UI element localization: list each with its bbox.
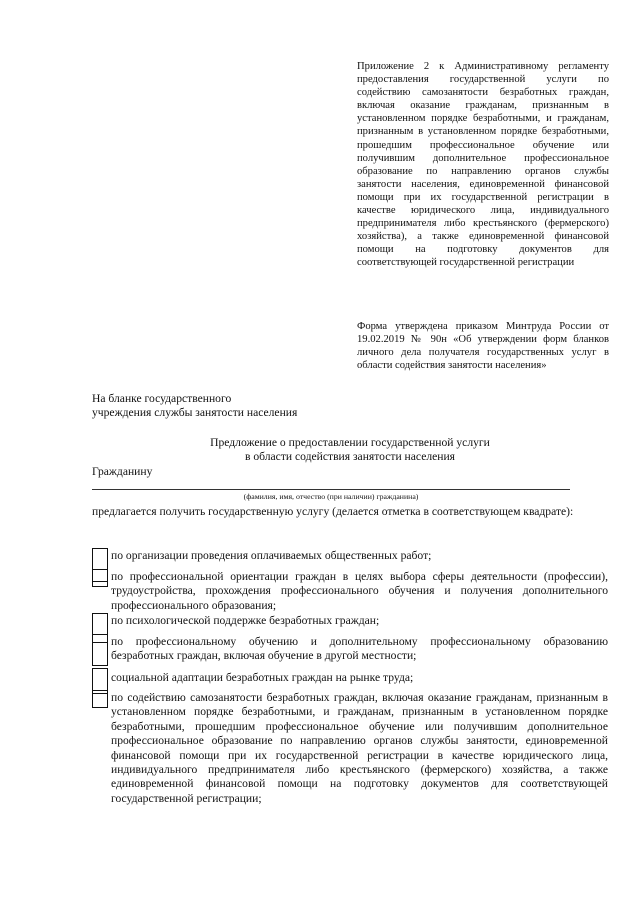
option-text: социальной адаптации безработных граждан на рынке труда;	[111, 671, 414, 684]
checkbox-career-guidance[interactable]	[92, 569, 108, 587]
option-text: по психологической поддержке безработных граждан;	[111, 614, 380, 627]
option-psychological-support	[92, 614, 608, 628]
form-approval-note: Форма утверждена приказом Минтруда России от 19.02.2019 № 90н «Об утверждении форм бланков личного дела получателя государственных услуг в области содействия занятости населения»	[357, 321, 609, 372]
document-title-line-2: в области содействия занятости населения	[244, 450, 456, 463]
addressee-label: Гражданину	[92, 465, 153, 478]
letterhead	[92, 392, 297, 420]
option-professional-training	[92, 635, 608, 664]
intro-text: предлагается получить государственную услугу (делается отметка в соответствующем квадрате):	[92, 505, 574, 518]
document-title-line-1: Предложение о предоставлении государственной услуги	[210, 436, 490, 449]
document-title	[92, 436, 608, 464]
option-text: по профессиональному обучению и дополнительному профессиональному образованию безработных граждан, включая обучение в другой местности;	[111, 635, 608, 663]
checkbox-professional-training[interactable]	[92, 634, 108, 666]
option-text: по профессиональной ориентации граждан в целях выбора сферы деятельности (профессии), трудоустройства, прохождения профессионального обучения и получения дополнительного профессионального образования;	[111, 570, 608, 612]
option-text: по содействию самозанятости безработных граждан, включая оказание гражданам, признанным в установленном порядке безработными, и гражданам, признанным в установленном порядке безработными, прошедшим профессиональное обучение или получившим дополнительное профессиональное образование по направлению органов службы занятости, единовременной финансовой помощи при их государственной регистрации в качестве юридического лица, индивидуального предпринимателя либо крестьянского (фермерского) хозяйства, а также единовременной финансовой помощи на подготовку документов для соответствующей государственной регистрации;	[111, 691, 608, 805]
option-social-adaptation	[92, 671, 608, 685]
letterhead-line-1: На бланке государственного	[92, 392, 232, 405]
option-text: по организации проведения оплачиваемых общественных работ;	[111, 549, 432, 562]
checkbox-self-employment[interactable]	[92, 690, 108, 708]
option-career-guidance	[92, 570, 608, 613]
name-caption: (фамилия, имя, отчество (при наличии) гражданина)	[243, 492, 419, 501]
option-public-works	[92, 549, 608, 563]
letterhead-line-2: учреждения службы занятости населения	[92, 406, 298, 419]
appendix-note: Приложение 2 к Административному регламенту предоставления государственной услуги по содействию самозанятости безработных граждан, включая оказание гражданам, признанным в установленном порядке безработными, и гражданам, признанным в установленном порядке безработными, прошедшим профессиональное обучение или получившим дополнительное профессиональное образование по направлению органов службы занятости населения, единовременной финансовой помощи при их государственной регистрации в качестве юридического лица, индивидуального предпринимателя либо крестьянского (фермерского) хозяйства), а также единовременной финансовой помощи на подготовку документов для соответствующей государственной регистрации	[357, 61, 609, 269]
option-self-employment	[92, 691, 608, 806]
name-fill-line[interactable]	[92, 489, 570, 490]
